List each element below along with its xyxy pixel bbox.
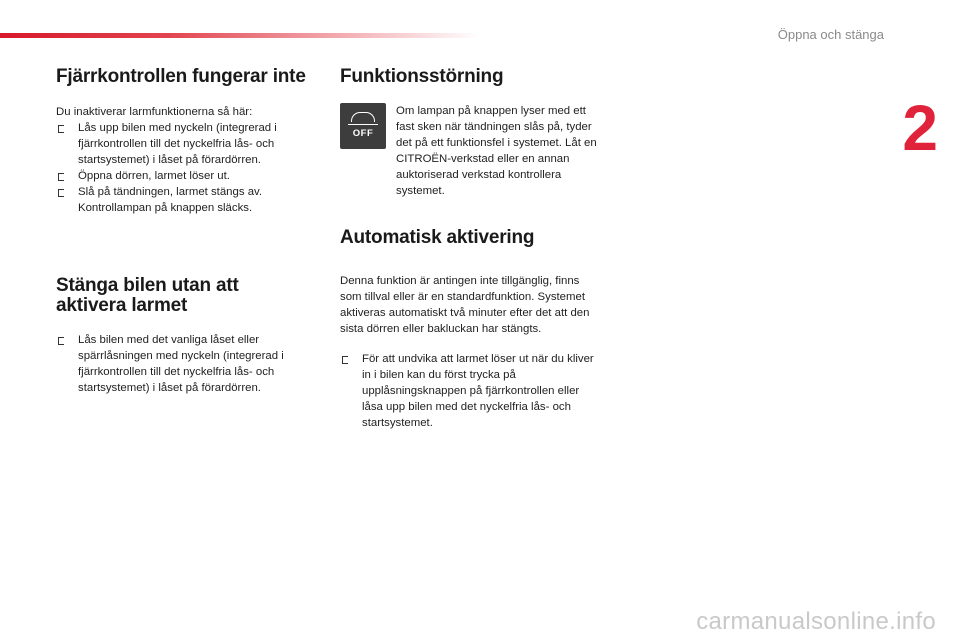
list-item: Slå på tändningen, larmet stängs av. Kontrollampan på knappen släcks. xyxy=(56,184,318,216)
remote-works-section xyxy=(56,66,318,216)
bullet-icon xyxy=(58,125,64,133)
malfunction-text-block xyxy=(396,103,606,199)
lock-without-alarm-title: Stänga bilen utan att aktivera larmet xyxy=(56,275,239,316)
lock-without-alarm-steps xyxy=(56,332,318,396)
watermark: carmanualsonline.info xyxy=(696,608,936,635)
auto-activation-steps xyxy=(340,351,602,431)
list-item: Lås upp bilen med nyckeln (integrerad i fjärrkontrollen till det nyckelfria lås- och startsystemet) i låset på förardörren. xyxy=(56,120,318,168)
chapter-number: 2 xyxy=(902,92,938,164)
auto-activation-title: Automatisk aktivering xyxy=(340,227,535,248)
auto-activation-section xyxy=(340,227,602,431)
lock-without-alarm-section xyxy=(56,276,318,396)
alarm-off-icon xyxy=(340,103,386,149)
header-accent-bar xyxy=(0,33,480,38)
bullet-icon xyxy=(342,356,348,364)
remote-works-title: Fjärrkontrollen fungerar inte xyxy=(56,66,306,87)
list-item: För att undvika att larmet löser ut när du kliver in i bilen kan du först trycka på upplåsningsknappen på fjärrkontrollen eller låsa upp bilen med det nyckelfria lås- och startsystemet. xyxy=(340,351,602,431)
remote-works-steps xyxy=(56,120,318,216)
section-title: Öppna och stänga xyxy=(777,27,884,42)
remote-works-intro: Du inaktiverar larmfunktionerna så här: xyxy=(56,106,253,118)
bullet-icon xyxy=(58,173,64,181)
off-label: OFF xyxy=(352,128,374,139)
malfunction-text: Om lampan på knappen lyser med ett fast sken när tändningen slås på, tyder det på ett funktionsfel i systemet. Låt en CITROËN-verkstad eller en annan auktoriserad verkstad kontrollera systemet. xyxy=(396,105,597,197)
list-item: Öppna dörren, larmet löser ut. xyxy=(56,168,318,184)
bullet-icon xyxy=(58,337,64,345)
auto-activation-text: Denna funktion är antingen inte tillgänglig, finns som tillval eller är en standardfunktion. Systemet aktiveras automatiskt två minuter efter det att den sista dörren eller bakluckan har stängts. xyxy=(340,275,590,335)
malfunction-section xyxy=(340,66,602,88)
bullet-icon xyxy=(58,189,64,197)
list-item: Lås bilen med det vanliga låset eller spärrlåsningen med nyckeln (integrerad i fjärrkontrollen till det nyckelfria lås- och startsystemet) i låset på förardörren. xyxy=(56,332,318,396)
malfunction-title: Funktionsstörning xyxy=(340,66,504,87)
